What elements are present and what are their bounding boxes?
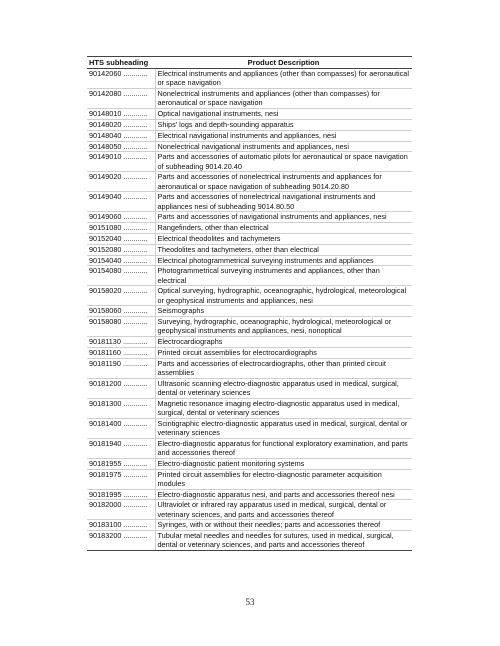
table-row [87, 244, 412, 255]
table-row [87, 120, 412, 131]
hts-code-cell: 90142060 ............ [87, 69, 155, 89]
hts-code-cell: 90149010 ............ [87, 152, 155, 172]
hts-table [87, 56, 412, 551]
product-description-cell: Theodolites and tachymeters, other than electrical [155, 244, 412, 255]
table-row [87, 469, 412, 489]
product-description-cell: Optical surveying, hydrographic, oceanographic, hydrological, meteorological or geophysical instruments and appliances, nesi [155, 286, 412, 306]
hts-code-cell: 90181995 ............ [87, 489, 155, 500]
product-description-cell: Magnetic resonance imaging electro-diagnostic apparatus used in medical, surgical, dental or veterinary sciences [155, 398, 412, 418]
hts-code-cell: 90148020 ............ [87, 120, 155, 131]
table-row [87, 438, 412, 458]
hts-code-cell: 90149020 ............ [87, 172, 155, 192]
hts-code-cell: 90152040 ............ [87, 233, 155, 244]
product-description-cell: Printed circuit assemblies for electrocardiographs [155, 347, 412, 358]
hts-code-cell: 90183200 ............ [87, 531, 155, 551]
table-row [87, 172, 412, 192]
hts-code-cell: 90151080 ............ [87, 223, 155, 234]
hts-code-cell: 90181130 ............ [87, 337, 155, 348]
table-row [87, 152, 412, 172]
product-description-cell: Nonelectrical instruments and appliances (other than compasses) for aeronautical or space navigation [155, 89, 412, 109]
hts-code-cell: 90154080 ............ [87, 266, 155, 286]
product-description-cell: Ultraviolet or infrared ray apparatus used in medical, surgical, dental or veterinary sciences, and parts and accessories thereof [155, 500, 412, 520]
product-description-cell: Rangefinders, other than electrical [155, 223, 412, 234]
table-row [87, 306, 412, 317]
table-row [87, 378, 412, 398]
page-number: 53 [245, 597, 255, 607]
product-description-cell: Electro-diagnostic apparatus for functional exploratory examination, and parts and accessories thereof [155, 438, 412, 458]
hts-code-cell: 90158080 ............ [87, 317, 155, 337]
table-row [87, 130, 412, 141]
hts-code-cell: 90148050 ............ [87, 141, 155, 152]
product-description-cell: Photogrammetrical surveying instruments and appliances, other than electrical [155, 266, 412, 286]
table-row [87, 223, 412, 234]
table-row [87, 398, 412, 418]
product-description-cell: Parts and accessories of navigational instruments and appliances, nesi [155, 212, 412, 223]
product-description-cell: Electrical theodolites and tachymeters [155, 233, 412, 244]
document-page [87, 56, 412, 551]
product-description-cell: Scintigraphic electro-diagnostic apparatus used in medical, surgical, dental or veterinary sciences [155, 418, 412, 438]
table-row [87, 192, 412, 212]
table-row [87, 69, 412, 89]
table-row [87, 347, 412, 358]
table-row [87, 141, 412, 152]
hts-code-cell: 90154040 ............ [87, 255, 155, 266]
hts-subheading-header: HTS subheading [87, 57, 155, 69]
table-row [87, 458, 412, 469]
product-description-cell: Nonelectrical navigational instruments and appliances, nesi [155, 141, 412, 152]
table-row [87, 489, 412, 500]
header-row [87, 57, 412, 69]
table-row [87, 212, 412, 223]
hts-code-cell: 90158060 ............ [87, 306, 155, 317]
hts-code-cell: 90149060 ............ [87, 212, 155, 223]
product-description-header: Product Description [155, 57, 412, 69]
hts-code-cell: 90152080 ............ [87, 244, 155, 255]
table-row [87, 317, 412, 337]
product-description-cell: Ultrasonic scanning electro-diagnostic apparatus used in medical, surgical, dental or veterinary sciences [155, 378, 412, 398]
hts-code-cell: 90183100 ............ [87, 520, 155, 531]
hts-code-cell: 90181190 ............ [87, 358, 155, 378]
product-description-cell: Electrocardiographs [155, 337, 412, 348]
table-header [87, 57, 412, 69]
hts-code-cell: 90181940 ............ [87, 438, 155, 458]
product-description-cell: Electro-diagnostic apparatus nesi, and parts and accessories thereof nesi [155, 489, 412, 500]
table-row [87, 520, 412, 531]
hts-code-cell: 90148040 ............ [87, 130, 155, 141]
product-description-cell: Surveying, hydrographic, oceanographic, hydrological, meteorological or geophysical instruments and appliances, nesi, nonoptical [155, 317, 412, 337]
table-row [87, 418, 412, 438]
product-description-cell: Ships' logs and depth-sounding apparatus [155, 120, 412, 131]
table-row [87, 233, 412, 244]
hts-code-cell: 90181300 ............ [87, 398, 155, 418]
product-description-cell: Electrical photogrammetrical surveying instruments and appliances [155, 255, 412, 266]
hts-code-cell: 90181160 ............ [87, 347, 155, 358]
product-description-cell: Syringes, with or without their needles; parts and accessories thereof [155, 520, 412, 531]
hts-code-cell: 90148010 ............ [87, 109, 155, 120]
product-description-cell: Parts and accessories of electrocardiographs, other than printed circuit assemblies [155, 358, 412, 378]
table-row [87, 89, 412, 109]
table-row [87, 109, 412, 120]
hts-code-cell: 90181955 ............ [87, 458, 155, 469]
product-description-cell: Electrical navigational instruments and appliances, nesi [155, 130, 412, 141]
hts-code-cell: 90181400 ............ [87, 418, 155, 438]
table-row [87, 337, 412, 348]
product-description-cell: Parts and accessories of automatic pilots for aeronautical or space navigation of subheading 9014.20.40 [155, 152, 412, 172]
hts-code-cell: 90181975 ............ [87, 469, 155, 489]
hts-code-cell: 90181200 ............ [87, 378, 155, 398]
product-description-cell: Parts and accessories of nonelectrical instruments and appliances for aeronautical or space navigation of subheading 9014.20.80 [155, 172, 412, 192]
product-description-cell: Seismographs [155, 306, 412, 317]
product-description-cell: Electro-diagnostic patient monitoring systems [155, 458, 412, 469]
product-description-cell: Parts and accessories of nonelectrical navigational instruments and appliances nesi of subheading 9014.80.50 [155, 192, 412, 212]
hts-code-cell: 90142080 ............ [87, 89, 155, 109]
table-row [87, 266, 412, 286]
hts-code-cell: 90182000 ............ [87, 500, 155, 520]
table-row [87, 286, 412, 306]
hts-code-cell: 90158020 ............ [87, 286, 155, 306]
table-body [87, 69, 412, 551]
product-description-cell: Tubular metal needles and needles for sutures, used in medical, surgical, dental or veterinary sciences, and parts and accessories thereof [155, 531, 412, 551]
hts-code-cell: 90149040 ............ [87, 192, 155, 212]
table-row [87, 500, 412, 520]
table-row [87, 255, 412, 266]
table-row [87, 358, 412, 378]
product-description-cell: Electrical instruments and appliances (other than compasses) for aeronautical or space navigation [155, 69, 412, 89]
table-row [87, 531, 412, 551]
product-description-cell: Printed circuit assemblies for electro-diagnostic parameter acquisition modules [155, 469, 412, 489]
product-description-cell: Optical navigational instruments, nesi [155, 109, 412, 120]
